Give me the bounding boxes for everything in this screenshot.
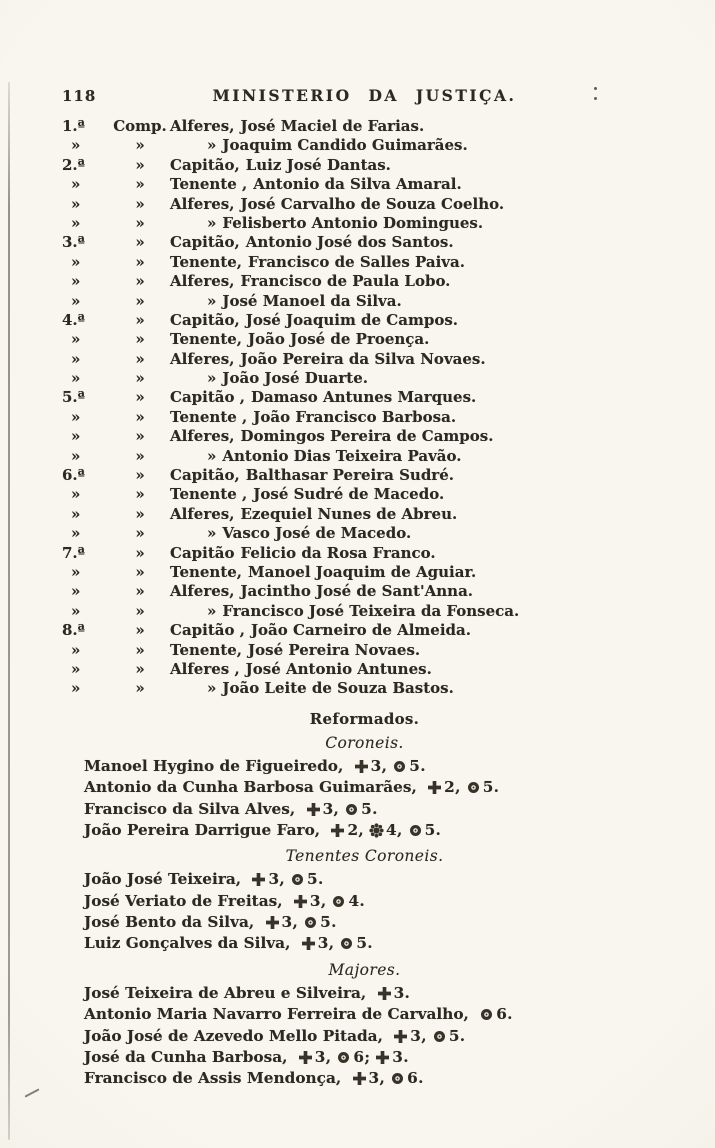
company-label: » bbox=[135, 466, 145, 485]
company-label: » bbox=[135, 621, 145, 640]
officer-row bbox=[60, 253, 669, 272]
officer-name: Francisco de Salles Paiva. bbox=[248, 252, 465, 271]
cross-badge bbox=[331, 824, 344, 837]
decoration-count: 6; bbox=[353, 1048, 371, 1067]
officer-rank: Tenente , bbox=[170, 407, 248, 426]
company-label: » bbox=[135, 582, 145, 601]
officer-name: Francisco de Paula Lobo. bbox=[240, 272, 451, 291]
company-label: » bbox=[135, 349, 145, 368]
rosette-badge bbox=[433, 1030, 446, 1043]
decoration-count: 5. bbox=[361, 799, 378, 818]
rosette-badge bbox=[340, 937, 353, 950]
reformado-entry bbox=[84, 777, 669, 798]
officer-name: João José de Proença. bbox=[248, 330, 430, 349]
company-number: » bbox=[71, 659, 81, 678]
officer-row bbox=[60, 117, 669, 136]
reformados-section bbox=[60, 843, 669, 955]
reformado-entry bbox=[84, 869, 669, 890]
reformado-entry bbox=[84, 933, 669, 954]
company-label: Comp. bbox=[113, 117, 167, 135]
reformados-section bbox=[60, 957, 669, 1090]
officer-rank: Tenente , bbox=[170, 485, 248, 504]
decoration-count: 5. bbox=[448, 1026, 466, 1045]
wreath-badge bbox=[369, 823, 384, 838]
officer-rank: Tenente, bbox=[170, 330, 243, 349]
officer-row bbox=[60, 311, 669, 330]
officer-name: Antonio da Silva Amaral. bbox=[253, 175, 462, 194]
decoration-count: 3, bbox=[368, 1069, 386, 1088]
officer-row bbox=[60, 660, 669, 679]
reformado-name: João José Teixeira, bbox=[84, 870, 242, 889]
decoration-count: 5. bbox=[320, 913, 337, 932]
company-number: » bbox=[71, 175, 81, 194]
officer-row bbox=[60, 524, 669, 543]
cross-badge bbox=[376, 1051, 389, 1064]
company-label: » bbox=[135, 679, 145, 698]
cross-badge bbox=[394, 1030, 407, 1043]
company-number: » bbox=[71, 272, 81, 291]
rosette-badge bbox=[391, 1072, 404, 1085]
officer-rank: » bbox=[207, 679, 217, 698]
company-number: 1.ª bbox=[62, 117, 85, 135]
company-number: » bbox=[71, 213, 81, 232]
officer-rank: Tenente, bbox=[170, 562, 243, 581]
officer-name: Felicio da Rosa Franco. bbox=[240, 543, 436, 562]
company-label: » bbox=[135, 310, 145, 329]
officer-rank: Alferes, bbox=[170, 117, 235, 135]
reformados-section bbox=[60, 730, 669, 842]
company-number: » bbox=[71, 291, 81, 310]
decoration-count: 3. bbox=[392, 1048, 409, 1067]
officer-row bbox=[60, 447, 669, 466]
reformado-entry bbox=[84, 1047, 669, 1068]
officer-name: João Francisco Barbosa. bbox=[253, 407, 457, 426]
rosette-badge bbox=[467, 781, 480, 794]
reformado-entry bbox=[84, 983, 669, 1004]
company-label: » bbox=[135, 330, 145, 349]
reformado-name: José Bento da Silva, bbox=[84, 913, 255, 932]
officer-rank: Capitão , bbox=[170, 621, 245, 640]
company-number: » bbox=[71, 446, 81, 465]
company-label: » bbox=[135, 136, 145, 155]
officer-row bbox=[60, 582, 669, 601]
company-number: 4.ª bbox=[62, 310, 85, 329]
rosette-badge bbox=[332, 895, 345, 908]
section-entries bbox=[84, 756, 669, 842]
company-number: 8.ª bbox=[62, 621, 85, 640]
reformado-name: José Teixeira de Abreu e Silveira, bbox=[84, 983, 367, 1002]
company-label: » bbox=[135, 524, 145, 543]
section-entries bbox=[84, 869, 669, 955]
rosette-badge bbox=[393, 760, 406, 773]
officer-rank: Tenente, bbox=[170, 252, 243, 271]
company-number: » bbox=[71, 601, 81, 620]
officer-rank: Capitão, bbox=[170, 466, 240, 485]
page-header bbox=[60, 86, 669, 108]
decoration-count: 3. bbox=[393, 983, 411, 1002]
decoration-count: 5. bbox=[424, 820, 442, 839]
officer-rank: Capitão, bbox=[170, 155, 240, 174]
cross-badge bbox=[355, 760, 368, 773]
decoration-count: 3, bbox=[314, 1048, 332, 1067]
page-content bbox=[60, 86, 669, 1090]
officer-name: José Pereira Novaes. bbox=[248, 640, 421, 659]
officer-row bbox=[60, 621, 669, 640]
officer-rank: Alferes, bbox=[170, 349, 235, 368]
officer-row bbox=[60, 641, 669, 660]
officer-row bbox=[60, 272, 669, 291]
officer-name: Balthasar Pereira Sudré. bbox=[245, 466, 454, 485]
scan-artifact-speck bbox=[24, 1088, 39, 1097]
section-entries bbox=[84, 983, 669, 1090]
section-title: Tenentes Coroneis. bbox=[285, 847, 444, 866]
officer-name: José Antonio Antunes. bbox=[245, 659, 432, 678]
officer-rank: Alferes, bbox=[170, 272, 235, 291]
officer-name: Vasco José de Macedo. bbox=[222, 524, 412, 543]
decoration-count: 5. bbox=[482, 778, 500, 797]
reformado-name: Luiz Gonçalves da Silva, bbox=[84, 934, 291, 953]
decoration-count: 3, bbox=[410, 1026, 427, 1045]
officer-row bbox=[60, 505, 669, 524]
reformado-entry bbox=[84, 799, 669, 820]
officer-rank: Capitão, bbox=[170, 310, 240, 329]
officer-name: Domingos Pereira de Campos. bbox=[240, 427, 494, 446]
officer-row bbox=[60, 369, 669, 388]
company-label: » bbox=[135, 601, 145, 620]
company-number: » bbox=[71, 349, 81, 368]
company-label: » bbox=[135, 175, 145, 194]
officer-name: José Carvalho de Souza Coelho. bbox=[240, 194, 505, 213]
officer-name: João Pereira da Silva Novaes. bbox=[240, 349, 486, 368]
decoration-count: 3, bbox=[268, 870, 286, 889]
company-label: » bbox=[135, 446, 145, 465]
company-label: » bbox=[135, 659, 145, 678]
decoration-count: 3, bbox=[317, 934, 335, 953]
decoration-count: 3, bbox=[281, 913, 299, 932]
company-label: » bbox=[135, 407, 145, 426]
reformado-entry bbox=[84, 1026, 669, 1047]
company-number: 3.ª bbox=[62, 233, 85, 252]
scan-artifact-gutter-line bbox=[8, 82, 10, 1140]
company-label: » bbox=[135, 291, 145, 310]
officer-name: Joaquim Candido Guimarães. bbox=[222, 136, 468, 155]
company-label: » bbox=[135, 272, 145, 291]
company-number: 7.ª bbox=[62, 543, 85, 562]
cross-badge bbox=[307, 803, 320, 816]
officer-rank: Alferes, bbox=[170, 504, 235, 523]
decoration-count: 3, bbox=[309, 891, 327, 910]
company-label: » bbox=[135, 388, 145, 407]
officer-rank: Tenente, bbox=[170, 640, 243, 659]
officer-row bbox=[60, 350, 669, 369]
reformado-name: Francisco de Assis Mendonça, bbox=[84, 1069, 342, 1088]
decoration-count: 3, bbox=[322, 799, 340, 818]
reformado-entry bbox=[84, 820, 669, 841]
company-number: » bbox=[71, 369, 81, 388]
officer-rank: Capitão bbox=[170, 543, 235, 562]
officer-rank: » bbox=[207, 291, 217, 310]
decoration-count: 5. bbox=[356, 934, 373, 953]
reformados-sections bbox=[60, 730, 669, 1090]
company-label: » bbox=[135, 562, 145, 581]
decoration-count: 5. bbox=[307, 870, 324, 889]
officer-name: Manoel Joaquim de Aguiar. bbox=[248, 562, 477, 581]
company-label: » bbox=[135, 640, 145, 659]
officer-name: José Manoel da Silva. bbox=[222, 291, 402, 310]
company-number: » bbox=[71, 330, 81, 349]
reformado-name: Antonio da Cunha Barbosa Guimarães, bbox=[84, 778, 417, 797]
company-label: » bbox=[135, 369, 145, 388]
company-label: » bbox=[135, 252, 145, 271]
company-label: » bbox=[135, 233, 145, 252]
officer-rank: Alferes , bbox=[170, 659, 240, 678]
company-number: » bbox=[71, 136, 81, 155]
company-label: » bbox=[135, 485, 145, 504]
company-number: » bbox=[71, 640, 81, 659]
reformado-name: João José de Azevedo Mello Pitada, bbox=[84, 1026, 383, 1045]
officer-row bbox=[60, 427, 669, 446]
officer-row bbox=[60, 388, 669, 407]
officer-row bbox=[60, 544, 669, 563]
officer-name: João Carneiro de Almeida. bbox=[250, 621, 471, 640]
officer-name: Antonio Dias Teixeira Pavão. bbox=[222, 446, 462, 465]
reformados-heading: Reformados. bbox=[309, 709, 420, 728]
officer-rank: » bbox=[207, 601, 217, 620]
section-title: Coroneis. bbox=[325, 733, 404, 752]
officer-row bbox=[60, 408, 669, 427]
officer-name: Jacintho José de Sant'Anna. bbox=[240, 582, 474, 601]
officer-rank: Alferes, bbox=[170, 427, 235, 446]
reformado-name: José da Cunha Barbosa, bbox=[84, 1048, 288, 1067]
officer-name: Felisberto Antonio Domingues. bbox=[222, 213, 484, 232]
officer-name: Damaso Antunes Marques. bbox=[250, 388, 477, 407]
company-number: 5.ª bbox=[62, 388, 85, 407]
officer-rank: » bbox=[207, 446, 217, 465]
reformado-entry bbox=[84, 891, 669, 912]
officer-name: José Sudré de Macedo. bbox=[253, 485, 445, 504]
officer-row bbox=[60, 175, 669, 194]
officer-row bbox=[60, 195, 669, 214]
officer-row bbox=[60, 563, 669, 582]
company-number: » bbox=[71, 679, 81, 698]
officer-rank: Alferes, bbox=[170, 582, 235, 601]
cross-badge bbox=[266, 916, 279, 929]
company-number: 6.ª bbox=[62, 466, 85, 485]
decoration-count: 4, bbox=[386, 820, 403, 839]
reformado-entry bbox=[84, 1068, 669, 1089]
cross-badge bbox=[299, 1051, 312, 1064]
officer-row bbox=[60, 602, 669, 621]
company-number: » bbox=[71, 485, 81, 504]
company-number: » bbox=[71, 582, 81, 601]
page-number: 118 bbox=[62, 87, 97, 105]
officer-rank: Capitão, bbox=[170, 233, 240, 252]
officer-row bbox=[60, 156, 669, 175]
rosette-badge bbox=[409, 824, 422, 837]
reformado-name: Francisco da Silva Alves, bbox=[84, 799, 296, 818]
officer-name: José Maciel de Farias. bbox=[240, 117, 425, 135]
officer-name: João Leite de Souza Bastos. bbox=[222, 679, 454, 698]
cross-badge bbox=[294, 895, 307, 908]
officer-name: Francisco José Teixeira da Fonseca. bbox=[222, 601, 520, 620]
company-label: » bbox=[135, 213, 145, 232]
reformado-name: João Pereira Darrigue Faro, bbox=[84, 820, 321, 839]
page-title: MINISTERIO DA JUSTIÇA. bbox=[212, 86, 517, 105]
cross-badge bbox=[252, 873, 265, 886]
company-number: » bbox=[71, 407, 81, 426]
cross-badge bbox=[353, 1072, 366, 1085]
officer-rank: » bbox=[207, 369, 217, 388]
officer-rank: Tenente , bbox=[170, 175, 248, 194]
roster bbox=[60, 117, 669, 699]
rosette-badge bbox=[291, 873, 304, 886]
rosette-badge bbox=[337, 1051, 350, 1064]
officer-rank: Capitão , bbox=[170, 388, 245, 407]
officer-rank: » bbox=[207, 524, 217, 543]
officer-name: Antonio José dos Santos. bbox=[245, 233, 454, 252]
officer-row bbox=[60, 214, 669, 233]
company-number: » bbox=[71, 504, 81, 523]
cross-badge bbox=[378, 987, 391, 1000]
officer-row bbox=[60, 136, 669, 155]
reformado-name: Manoel Hygino de Figueiredo, bbox=[84, 756, 344, 775]
company-number: » bbox=[71, 194, 81, 213]
rosette-badge bbox=[304, 916, 317, 929]
officer-row bbox=[60, 679, 669, 698]
company-number: » bbox=[71, 562, 81, 581]
officer-row bbox=[60, 330, 669, 349]
company-label: » bbox=[135, 427, 145, 446]
reformado-name: José Veriato de Freitas, bbox=[84, 891, 283, 910]
company-label: » bbox=[135, 543, 145, 562]
reformado-entry bbox=[84, 1004, 669, 1025]
decoration-count: 5. bbox=[409, 756, 426, 775]
officer-row bbox=[60, 485, 669, 504]
company-number: » bbox=[71, 252, 81, 271]
decoration-count: 2, bbox=[444, 778, 461, 797]
company-number: » bbox=[71, 524, 81, 543]
company-label: » bbox=[135, 155, 145, 174]
decoration-count: 2, bbox=[347, 820, 365, 839]
cross-badge bbox=[302, 937, 315, 950]
decoration-count: 3, bbox=[370, 756, 388, 775]
officer-name: Ezequiel Nunes de Abreu. bbox=[240, 504, 458, 523]
decoration-count: 6. bbox=[407, 1069, 424, 1088]
company-label: » bbox=[135, 504, 145, 523]
officer-name: José Joaquim de Campos. bbox=[245, 310, 458, 329]
officer-rank: » bbox=[207, 213, 217, 232]
reformado-entry bbox=[84, 912, 669, 933]
reformado-entry bbox=[84, 756, 669, 777]
officer-name: João José Duarte. bbox=[222, 369, 368, 388]
officer-row bbox=[60, 292, 669, 311]
company-label: » bbox=[135, 194, 145, 213]
officer-name: Luiz José Dantas. bbox=[245, 155, 391, 174]
officer-rank: » bbox=[207, 136, 217, 155]
company-number: 2.ª bbox=[62, 155, 85, 174]
reformado-name: Antonio Maria Navarro Ferreira de Carvalho, bbox=[84, 1005, 469, 1024]
rosette-badge bbox=[345, 803, 358, 816]
company-number: » bbox=[71, 427, 81, 446]
decoration-count: 6. bbox=[496, 1005, 513, 1024]
rosette-badge bbox=[480, 1008, 493, 1021]
cross-badge bbox=[428, 781, 441, 794]
decoration-count: 4. bbox=[348, 891, 366, 910]
section-title: Majores. bbox=[328, 960, 401, 979]
officer-row bbox=[60, 466, 669, 485]
officer-row bbox=[60, 233, 669, 252]
officer-rank: Alferes, bbox=[170, 194, 235, 213]
